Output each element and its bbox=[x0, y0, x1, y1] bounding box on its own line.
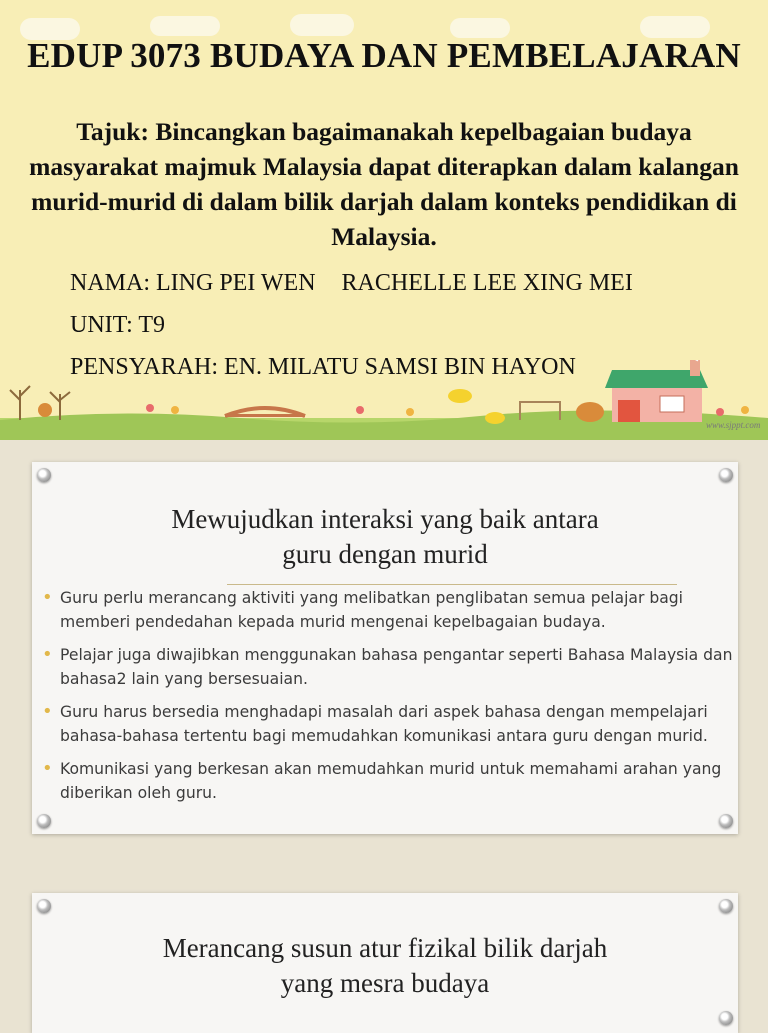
student-names bbox=[70, 270, 633, 297]
slide-title bbox=[32, 502, 738, 572]
cloud-decoration bbox=[640, 16, 710, 38]
bullet-item: • Komunikasi yang berkesan akan memudahkan murid untuk memahami arahan yang diberikan oleh guru. bbox=[42, 757, 738, 805]
slide-teacher-interaction bbox=[32, 462, 738, 834]
name-label: NAMA: LING PEI WEN bbox=[70, 270, 316, 296]
title-slide bbox=[0, 0, 768, 440]
slide-title-line1: Mewujudkan interaksi yang baik antara bbox=[171, 504, 599, 534]
pin-icon bbox=[719, 468, 733, 482]
pin-icon bbox=[719, 899, 733, 913]
countryside-illustration bbox=[0, 360, 768, 440]
cloud-decoration bbox=[150, 16, 220, 36]
slide-title bbox=[32, 931, 738, 1001]
slide-title-line2: yang mesra budaya bbox=[280, 968, 490, 998]
watermark: www.sjppt.com bbox=[706, 420, 761, 430]
bullet-item: • Pelajar juga diwajibkan menggunakan bahasa pengantar seperti Bahasa Malaysia dan bahasa2 lain yang bersesuaian. bbox=[42, 643, 738, 691]
course-title: EDUP 3073 BUDAYA DAN PEMBELAJARAN bbox=[27, 36, 741, 75]
second-name: RACHELLE LEE XING MEI bbox=[341, 270, 633, 296]
pin-icon bbox=[37, 814, 51, 828]
bullet-item: • Guru harus bersedia menghadapi masalah dari aspek bahasa dengan mempelajari bahasa-bahasa tertentu bagi memudahkan komunikasi antara guru dengan murid. bbox=[42, 700, 738, 748]
slide-title-line2: guru dengan murid bbox=[282, 539, 488, 569]
bullet-list bbox=[42, 586, 738, 814]
cloud-decoration bbox=[450, 18, 510, 38]
pin-icon bbox=[719, 814, 733, 828]
topic-text: Tajuk: Bincangkan bagaimanakah kepelbagaian budaya masyarakat majmuk Malaysia dapat diterapkan dalam kalangan murid-murid di dalam bilik darjah dalam konteks pendidikan di Malaysia. bbox=[29, 117, 739, 251]
unit-line: UNIT: T9 bbox=[70, 312, 166, 338]
pin-icon bbox=[37, 899, 51, 913]
title-divider bbox=[227, 584, 677, 585]
pin-icon bbox=[37, 468, 51, 482]
slide-classroom-layout bbox=[32, 893, 738, 1033]
cloud-decoration bbox=[290, 14, 354, 36]
slide-title-line1: Merancang susun atur fizikal bilik darjah bbox=[162, 933, 608, 963]
pin-icon bbox=[719, 1011, 733, 1025]
bullet-item: • Guru perlu merancang aktiviti yang melibatkan penglibatan semua pelajar bagi memberi pendedahan kepada murid mengenai kepelbagaian budaya. bbox=[42, 586, 738, 634]
lecturer-line: PENSYARAH: EN. MILATU SAMSI BIN HAYON bbox=[70, 354, 576, 380]
